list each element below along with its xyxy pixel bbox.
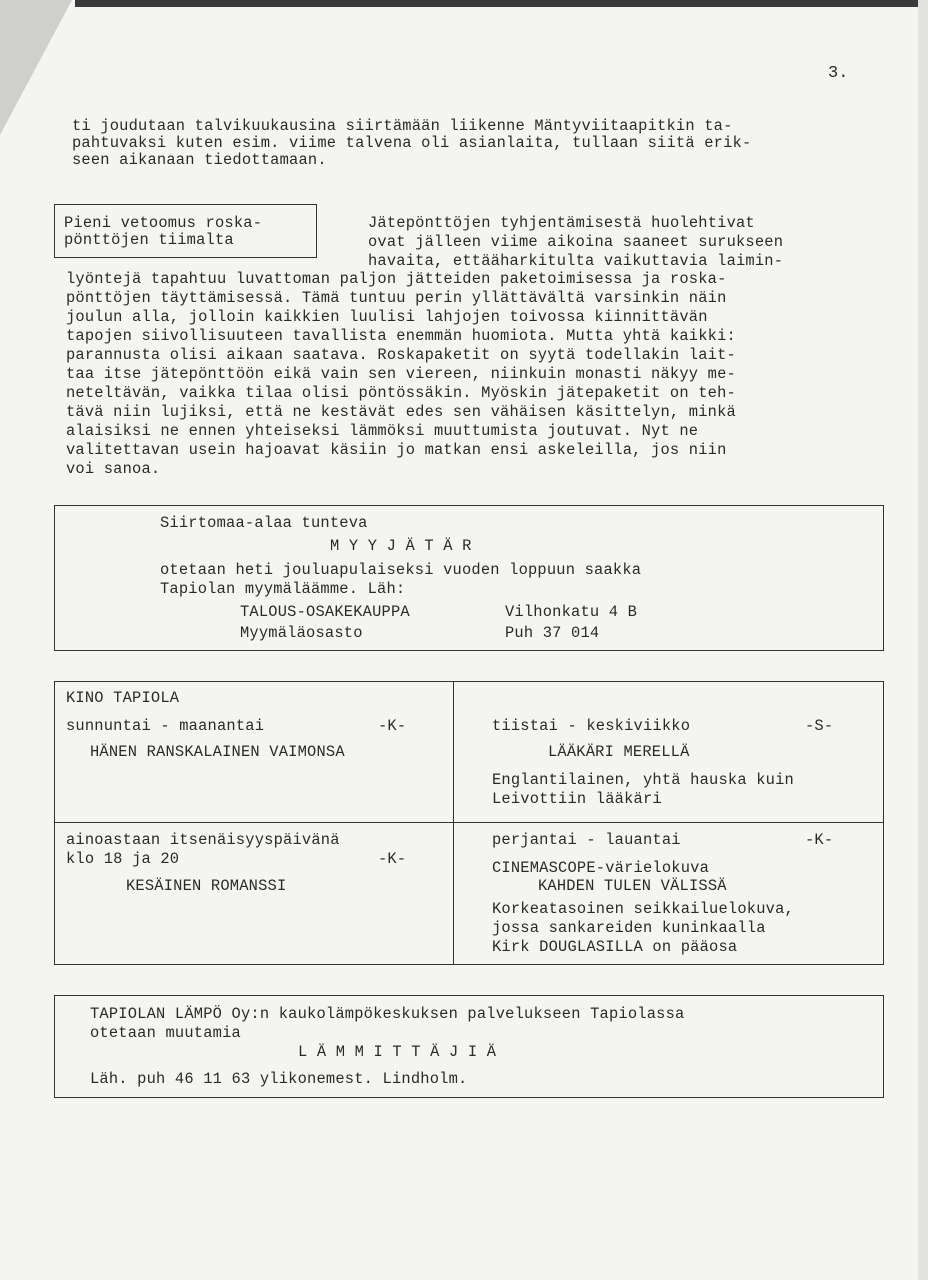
seller-ad-company: TALOUS-OSAKEKAUPPA xyxy=(240,603,410,621)
notice-body-line: alaisiksi ne ennen yhteiseksi lämmöksi muuttumista joutuvat. Nyt ne xyxy=(66,422,699,440)
notice-body-line: voi sanoa. xyxy=(66,460,161,478)
seller-ad-intro: Siirtomaa-alaa tunteva xyxy=(160,514,368,532)
cinema-column-divider xyxy=(453,681,454,965)
intro-line: seen aikanaan tiedottamaan. xyxy=(72,151,327,169)
notice-body-line: neteltävän, vaikka tilaa olisi pöntössäkin. Myöskin jätepaketit on teh- xyxy=(66,384,736,402)
cinema-days: ainoastaan itsenäisyyspäivänä xyxy=(66,831,340,849)
intro-line: ti joudutaan talvikuukausina siirtämään liikenne Mäntyviitaapitkin ta- xyxy=(72,117,733,135)
cinema-film-desc: Englantilainen, yhtä hauska kuin xyxy=(492,771,794,789)
cinema-film-desc: Leivottiin lääkäri xyxy=(492,790,662,808)
scan-top-edge xyxy=(75,0,928,7)
cinema-film-desc: Korkeatasoinen seikkailuelokuva, xyxy=(492,900,794,918)
cinema-rating: -K- xyxy=(378,850,407,868)
notice-heading: Pieni vetoomus roska- xyxy=(64,214,263,232)
notice-body-line: lyöntejä tapahtuu luvattoman paljon jätteiden paketoimisessa ja roska- xyxy=(66,270,727,288)
cinema-film-desc: Kirk DOUGLASILLA on pääosa xyxy=(492,938,738,956)
seller-ad-department: Myymäläosasto xyxy=(240,624,363,642)
seller-ad-phone: Puh 37 014 xyxy=(505,624,600,642)
notice-side-line: Jätepönttöjen tyhjentämisestä huolehtivat xyxy=(368,214,755,232)
heating-ad-text: otetaan muutamia xyxy=(90,1024,241,1042)
cinema-rating: -S- xyxy=(805,717,834,735)
page-corner-fold xyxy=(0,0,72,135)
seller-ad-text: otetaan heti jouluapulaiseksi vuoden loppuun saakka xyxy=(160,561,642,579)
cinema-days: sunnuntai - maanantai xyxy=(66,717,265,735)
notice-heading: pönttöjen tiimalta xyxy=(64,231,234,249)
notice-body-line: pönttöjen täyttämisessä. Tämä tuntuu perin yllättävältä varsinkin näin xyxy=(66,289,727,307)
notice-side-line: ovat jälleen viime aikoina saaneet surukseen xyxy=(368,233,784,251)
cinema-row-divider xyxy=(54,822,884,823)
cinema-rating: -K- xyxy=(805,831,834,849)
cinema-film-title: KAHDEN TULEN VÄLISSÄ xyxy=(538,877,727,895)
page-number: 3. xyxy=(828,64,849,83)
cinema-film-title: LÄÄKÄRI MERELLÄ xyxy=(548,743,690,761)
notice-side-line: havaita, ettääharkitulta vaikuttavia laimin- xyxy=(368,252,784,270)
seller-ad-title: M Y Y J Ä T Ä R xyxy=(330,537,472,555)
notice-body-line: parannusta olisi aikaan saatava. Roskapaketit on syytä todellakin lait- xyxy=(66,346,736,364)
cinema-film-desc: jossa sankareiden kuninkaalla xyxy=(492,919,766,937)
heating-ad-title: L Ä M M I T T Ä J I Ä xyxy=(298,1043,497,1061)
cinema-name: KINO TAPIOLA xyxy=(66,689,180,707)
cinema-film-format: CINEMASCOPE-värielokuva xyxy=(492,859,710,877)
cinema-days: tiistai - keskiviikko xyxy=(492,717,691,735)
intro-line: pahtuvaksi kuten esim. viime talvena oli asianlaita, tullaan siitä erik- xyxy=(72,134,752,152)
scan-right-edge xyxy=(918,0,928,1280)
cinema-film-title: KESÄINEN ROMANSSI xyxy=(126,877,287,895)
cinema-film-title: HÄNEN RANSKALAINEN VAIMONSA xyxy=(90,743,345,761)
seller-ad-text: Tapiolan myymäläämme. Läh: xyxy=(160,580,406,598)
cinema-days: klo 18 ja 20 xyxy=(66,850,180,868)
notice-body-line: tävä niin lujiksi, että ne kestävät edes sen vähäisen käsittelyn, minkä xyxy=(66,403,736,421)
seller-ad-address: Vilhonkatu 4 B xyxy=(505,603,638,621)
cinema-rating: -K- xyxy=(378,717,407,735)
cinema-days: perjantai - lauantai xyxy=(492,831,681,849)
heating-ad-text: TAPIOLAN LÄMPÖ Oy:n kaukolämpökeskuksen palvelukseen Tapiolassa xyxy=(90,1005,685,1023)
heating-ad-contact: Läh. puh 46 11 63 ylikonemest. Lindholm. xyxy=(90,1070,468,1088)
notice-body-line: taa itse jätepönttöön eikä vain sen viereen, niinkuin monasti näkyy me- xyxy=(66,365,736,383)
notice-body-line: tapojen siivollisuuteen tavallista enemmän huomiota. Mutta yhtä kaikki: xyxy=(66,327,736,345)
notice-body-line: valitettavan usein hajoavat käsiin jo matkan ensi askeleilla, jos niin xyxy=(66,441,727,459)
notice-body-line: joulun alla, jolloin kaikkien luulisi lahjojen toivossa kiinnittävän xyxy=(66,308,708,326)
